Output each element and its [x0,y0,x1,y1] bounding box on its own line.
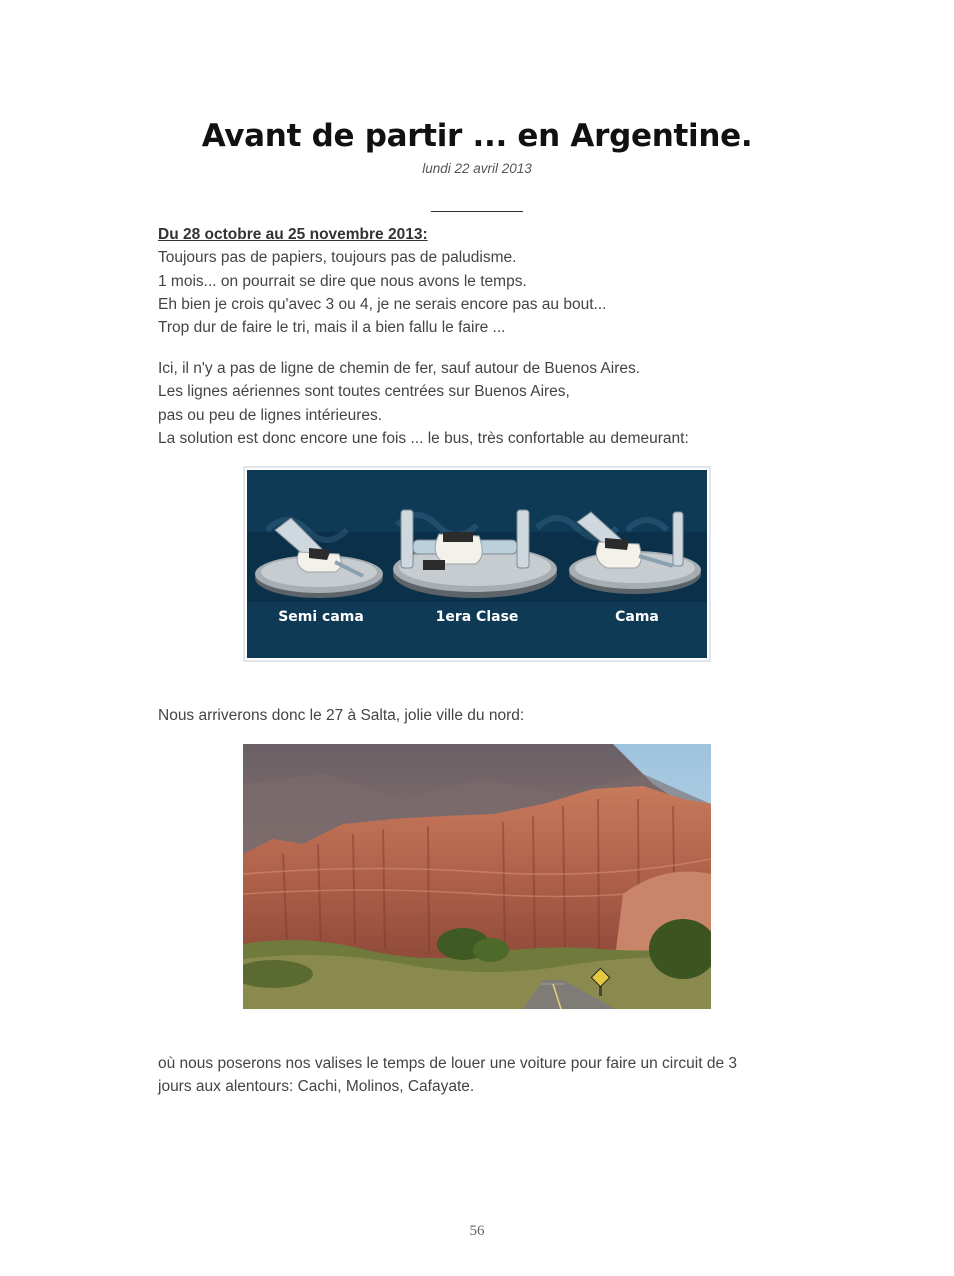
paragraph-line: Les lignes aériennes sont toutes centrées sur Buenos Aires, [158,383,570,401]
paragraph-line: Eh bien je crois qu'avec 3 ou 4, je ne serais encore pas au bout... [158,295,607,313]
paragraph-line: Trop dur de faire le tri, mais il a bien fallu le faire ... [158,319,506,337]
post-date: lundi 22 avril 2013 [422,161,532,176]
page-title: Avant de partir ... en Argentine. [201,118,753,154]
section-2 [158,357,818,450]
seat-label-1era-clase: 1era Clase [435,609,519,625]
paragraph-line: où nous poserons nos valises le temps de louer une voiture pour faire un circuit de 3 [158,1055,738,1072]
salta-landscape-photo [243,744,711,1009]
paragraph-line: pas ou peu de lignes intérieures. [158,406,383,424]
seat-label-semi-cama: Semi cama [278,609,364,625]
seat-label-cama: Cama [615,609,659,625]
bus-seats-figure [243,466,711,662]
section-heading: Du 28 octobre au 25 novembre 2013: [158,226,428,243]
paragraph-line: jours aux alentours: Cachi, Molinos, Cafayate. [158,1078,475,1096]
paragraph-line: Toujours pas de papiers, toujours pas de paludisme. [158,249,517,267]
section-1 [158,223,818,339]
separator-line: ___________ [431,196,523,213]
paragraph-line: La solution est donc encore une fois ... le bus, très confortable au demeurant: [158,429,689,447]
section-4 [158,1052,818,1099]
paragraph-line: Ici, il n'y a pas de ligne de chemin de fer, sauf autour de Buenos Aires. [158,360,641,377]
bus-seats-illustration [247,470,707,658]
page-number: 56 [469,1223,485,1239]
canyon-photo [243,744,711,1009]
section-3 [158,704,818,727]
paragraph-line: 1 mois... on pourrait se dire que nous avons le temps. [158,272,527,290]
paragraph-line: Nous arriverons donc le 27 à Salta, jolie ville du nord: [158,707,525,724]
